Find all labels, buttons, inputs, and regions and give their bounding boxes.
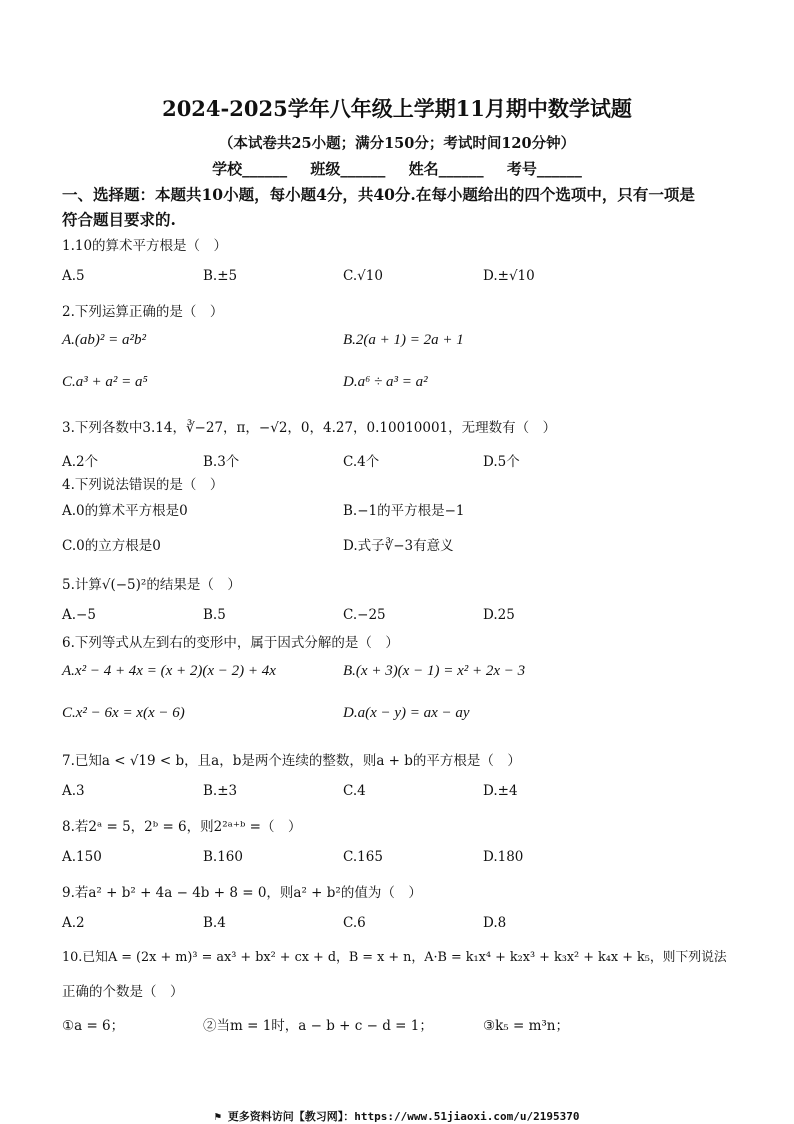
section-heading-line2: 符合题目要求的. — [62, 210, 176, 229]
question-8-option-d: D.180 — [483, 849, 524, 865]
question-3-option-a: A.2个 — [62, 454, 99, 470]
question-3-option-b: B.3个 — [203, 454, 240, 470]
name-field: 姓名______ — [408, 160, 484, 178]
school-field: 学校______ — [212, 160, 288, 178]
question-9-option-b: B.4 — [203, 915, 226, 931]
question-10-stem-line2: 正确的个数是（ ） — [62, 984, 184, 1000]
question-4-option-a: A.0的算术平方根是0 — [62, 503, 188, 519]
class-field: 班级______ — [310, 160, 386, 178]
question-1-option-c: C.√10 — [343, 268, 383, 284]
question-5-stem: 5.计算√(−5)²的结果是（ ） — [62, 577, 241, 593]
question-2-option-b: B.2(a + 1) = 2a + 1 — [343, 332, 464, 348]
question-4-stem: 4.下列说法错误的是（ ） — [62, 477, 224, 493]
question-8-stem: 8.若2ᵃ = 5，2ᵇ = 6，则2²ᵃ⁺ᵇ =（ ） — [62, 819, 302, 835]
question-1-option-d: D.±√10 — [483, 268, 535, 284]
question-7-option-c: C.4 — [343, 783, 366, 799]
question-10-statement-1: ①a = 6； — [62, 1018, 125, 1034]
question-9-option-d: D.8 — [483, 915, 507, 931]
exam-subtitle: （本试卷共25小题；满分150分；考试时间120分钟） — [218, 135, 576, 152]
question-3-option-d: D.5个 — [483, 454, 520, 470]
question-3-option-c: C.4个 — [343, 454, 380, 470]
footer-text: 更多资料访问【教习网】：https://www.51jiaoxi.com/u/2195370 — [227, 1110, 580, 1123]
question-9-stem: 9.若a² + b² + 4a − 4b + 8 = 0，则a² + b²的值为（ ） — [62, 885, 422, 901]
question-7-option-b: B.±3 — [203, 783, 238, 799]
flag-icon: ⚑ — [214, 1110, 228, 1123]
question-1-stem: 1.10的算术平方根是（ ） — [62, 238, 228, 254]
question-8-option-b: B.160 — [203, 849, 243, 865]
question-6-option-d: D.a(x − y) = ax − ay — [343, 705, 470, 721]
question-7-stem: 7.已知a < √19 < b，且a，b是两个连续的整数，则a + b的平方根是（ ） — [62, 753, 521, 769]
question-10-stem: 10.已知A = (2x + m)³ = ax³ + bx² + cx + d，B = x + n，A·B = k₁x⁴ + k₂x³ + k₃x² + k₄x + k₅，则下列说法 — [62, 950, 727, 965]
exam-number-field: 考号______ — [506, 160, 582, 178]
question-7-option-a: A.3 — [62, 783, 85, 799]
question-4-option-c: C.0的立方根是0 — [62, 538, 161, 554]
question-5-option-b: B.5 — [203, 607, 226, 623]
question-5-option-d: D.25 — [483, 607, 515, 623]
question-9-option-c: C.6 — [343, 915, 366, 931]
question-1-option-a: A.5 — [62, 268, 85, 284]
question-9-option-a: A.2 — [62, 915, 85, 931]
question-6-option-b: B.(x + 3)(x − 1) = x² + 2x − 3 — [343, 663, 526, 679]
question-4-option-b: B.−1的平方根是−1 — [343, 503, 465, 519]
question-2-option-a: A.(ab)² = a²b² — [62, 332, 147, 348]
question-3-stem: 3.下列各数中3.14，∛−27，π，−√2，0，4.2̇7̇，0.10010001，无理数有（ ） — [62, 420, 557, 436]
page-title: 2024-2025学年八年级上学期11月期中数学试题 — [162, 96, 632, 121]
footer-link[interactable] — [0, 1108, 794, 1124]
question-8-option-c: C.165 — [343, 849, 383, 865]
question-2-option-c: C.a³ + a² = a⁵ — [62, 374, 148, 390]
question-2-option-d: D.a⁶ ÷ a³ = a² — [343, 374, 428, 390]
student-info-line — [0, 158, 794, 179]
question-6-stem: 6.下列等式从左到右的变形中，属于因式分解的是（ ） — [62, 635, 399, 651]
question-5-option-a: A.−5 — [62, 607, 96, 623]
question-4-option-d: D.式子∛−3有意义 — [343, 538, 454, 554]
question-10-statement-3: ③k₅ = m³n； — [483, 1018, 569, 1034]
question-6-option-a: A.x² − 4 + 4x = (x + 2)(x − 2) + 4x — [62, 663, 276, 679]
question-5-option-c: C.−25 — [343, 607, 386, 623]
question-7-option-d: D.±4 — [483, 783, 518, 799]
question-6-option-c: C.x² − 6x = x(x − 6) — [62, 705, 185, 721]
question-2-stem: 2.下列运算正确的是（ ） — [62, 304, 224, 320]
question-8-option-a: A.150 — [62, 849, 102, 865]
question-10-statement-2: ②当m = 1时，a − b + c − d = 1； — [203, 1018, 433, 1034]
section-heading: 一、选择题：本题共10小题，每小题4分，共40分.在每小题给出的四个选项中，只有一项是 — [62, 185, 695, 204]
question-1-option-b: B.±5 — [203, 268, 238, 284]
